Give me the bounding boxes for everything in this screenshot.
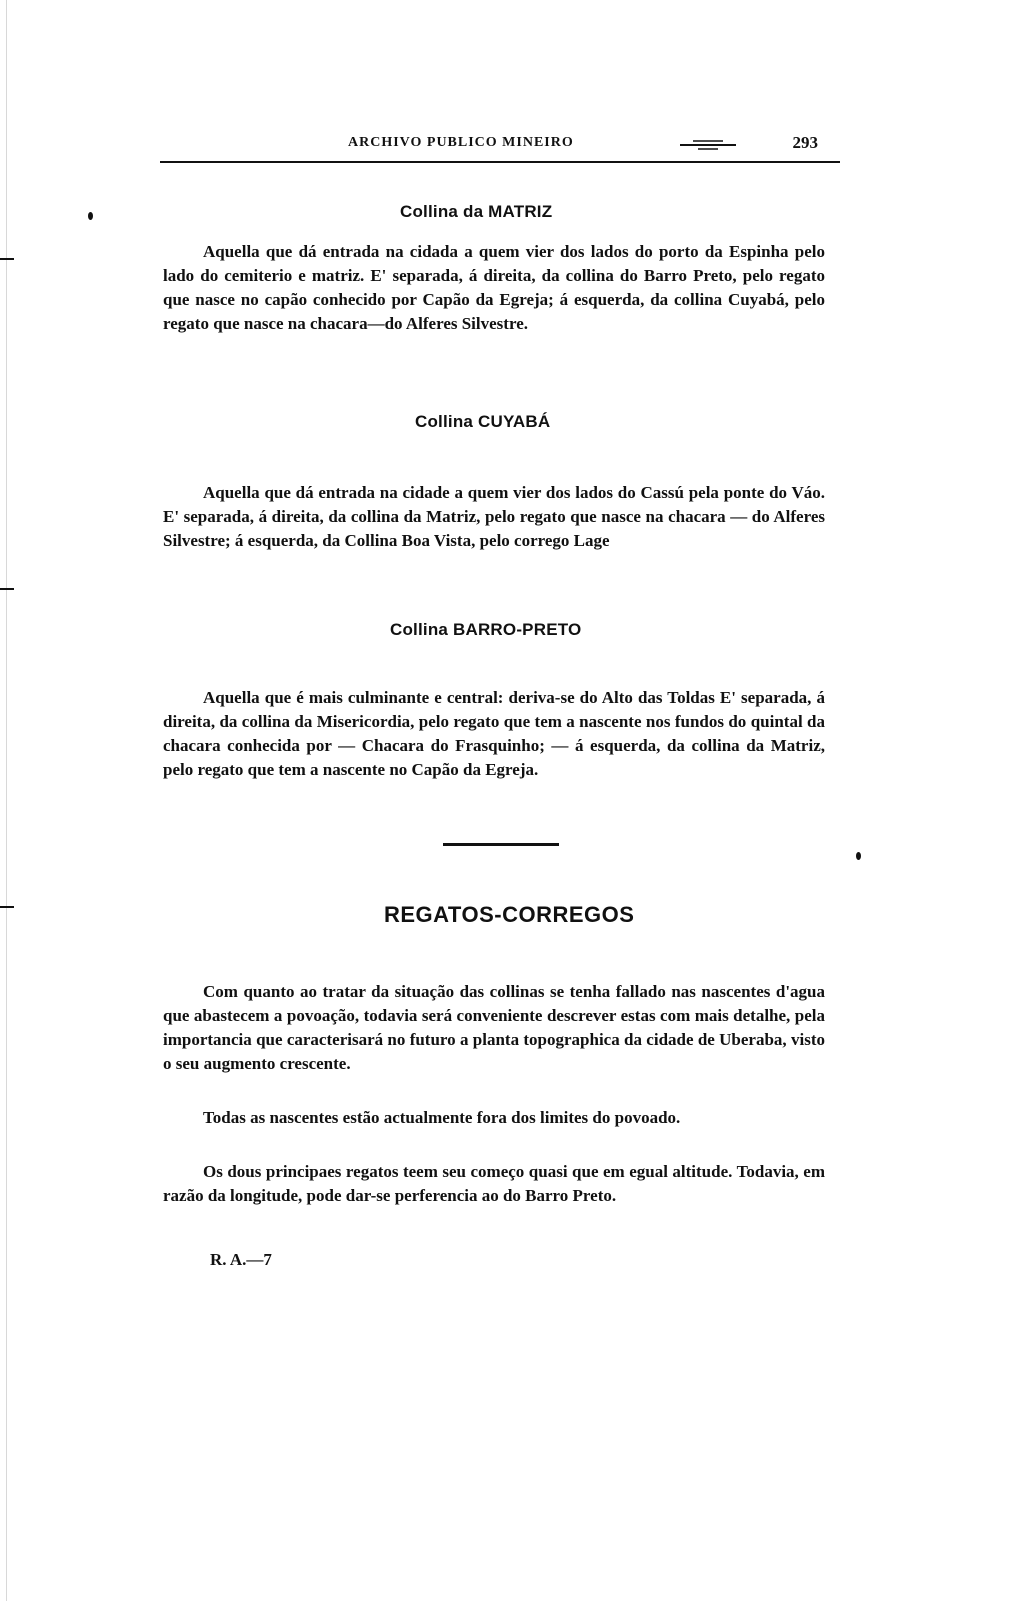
regatos-paragraph: Com quanto ao tratar da situação das collinas se tenha fallado nas nascentes d'agua que abastecem a povoação, todavia será conveniente descrever estas com mais detalhe, pela importancia que caracterisará no futuro a planta topographica da cidade de Uberaba, visto o seu augmento crescente. [163,982,825,1073]
section-paragraph-matriz: Aquella que dá entrada na cidada a quem vier dos lados do porto da Espinha pelo lado do cemiterio e matriz. E' separada, á direita, da collina do Barro Preto, pelo regato que nasce no capão conhecido por Capão da Egreja; á esquerda, da collina Cuyabá, pelo regato que nasce na chacara—do Alferes Silvestre. [163,242,825,333]
section-heading-cuyaba: Collina CUYABÁ [415,412,551,431]
section-divider [443,843,559,846]
regatos-paragraph: Todas as nascentes estão actualmente fora dos limites do povoado. [203,1108,681,1127]
running-head [160,135,840,165]
ornament-icon [678,137,738,153]
edge-tick [0,258,14,260]
running-head-title: ARCHIVO PUBLICO MINEIRO [348,135,574,150]
section-paragraph-cuyaba: Aquella que dá entrada na cidade a quem vier dos lados do Cassú pela ponte do Váo. E' separada, á direita, da collina da Matriz, pelo regato que nasce na chacara — do Alferes Silvestre; á esquerda, da Collina Boa Vista, pelo corrego Lage [163,483,825,550]
section-heading-matriz: Collina da MATRIZ [400,202,553,221]
page-number: 293 [792,133,818,152]
regatos-heading: REGATOS-CORREGOS [384,902,635,927]
edge-tick [0,906,14,908]
section-paragraph-barro-preto: Aquella que é mais culminante e central: deriva-se do Alto das Toldas E' separada, á direita, da collina da Misericordia, pelo regato que tem a nascente nos fundos do quintal da chacara conhecida por — Chacara do Frasquinho; — á esquerda, da collina da Matriz, pelo regato que tem a nascente no Capão da Egreja. [163,688,825,779]
header-rule [160,161,840,163]
signature-mark: R. A.—7 [210,1250,272,1269]
regatos-paragraph: Os dous principaes regatos teem seu começo quasi que em egual altitude. Todavia, em razão da longitude, pode dar-se perferencia ao do Barro Preto. [163,1162,825,1205]
edge-tick [0,588,14,590]
scan-edge [0,0,7,1601]
section-heading-barro-preto: Collina BARRO-PRETO [390,620,582,639]
margin-dot [856,852,861,860]
margin-dot [88,212,93,220]
